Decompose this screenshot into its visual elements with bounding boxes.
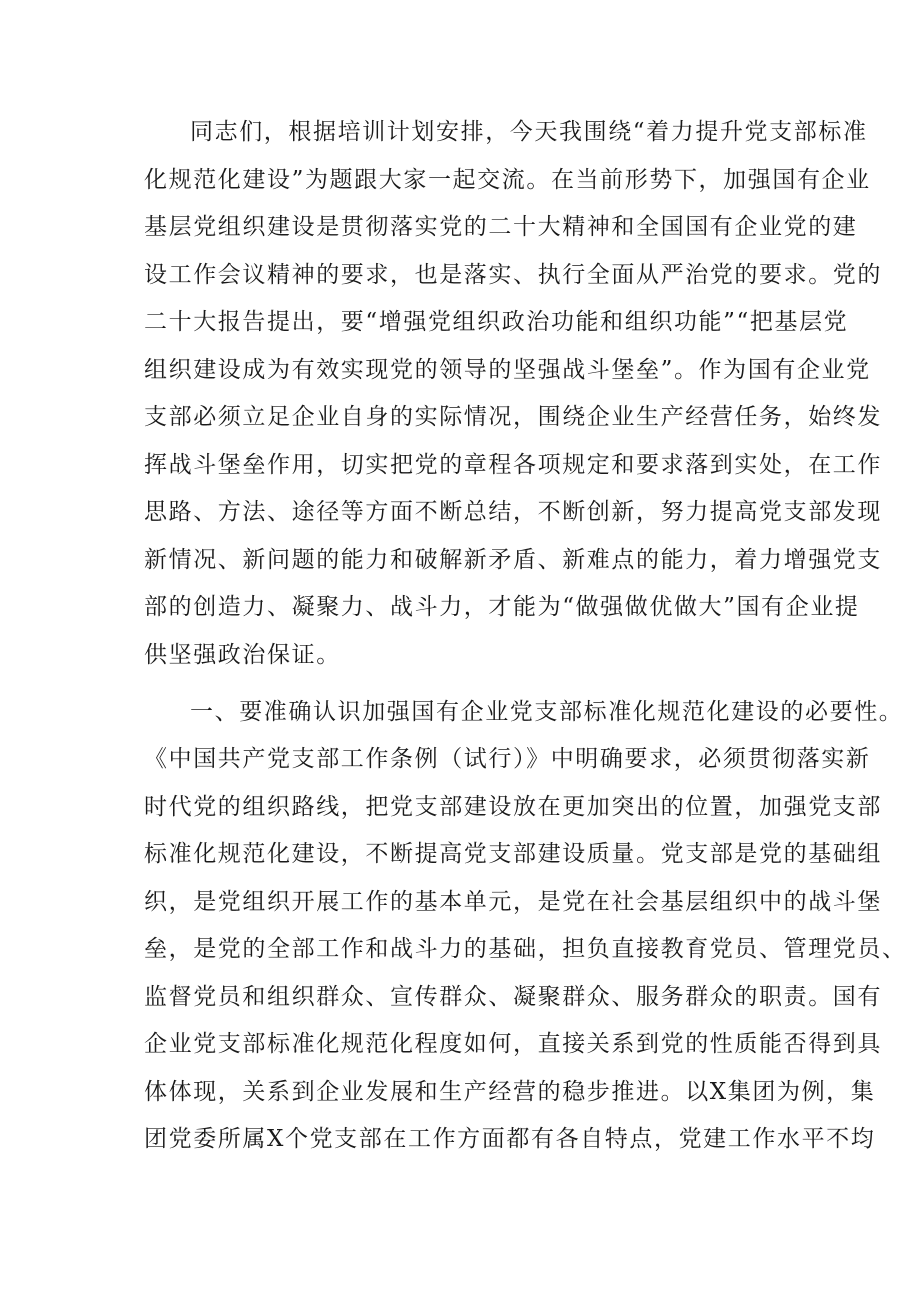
text-line: 设工作会议精神的要求，也是落实、执行全面从严治党的要求。党的: [144, 262, 882, 288]
text-line: 企业党支部标准化规范化程度如何，直接关系到党的性质能否得到具: [144, 1031, 882, 1057]
text-line: 同志们，根据培训计划安排，今天我围绕“着力提升党支部标准: [190, 119, 868, 145]
text-line: 标准化规范化建设，不断提高党支部建设质量。党支部是党的基础组: [144, 841, 882, 867]
text-line: 组织建设成为有效实现党的领导的坚强战斗堡垒”。作为国有企业党: [144, 357, 871, 383]
text-line: 部的创造力、凝聚力、战斗力，才能为“做强做优做大”国有企业提: [144, 594, 860, 620]
text-line: 监督党员和组织群众、宣传群众、凝聚群众、服务群众的职责。国有: [144, 984, 882, 1010]
text-line: 《中国共产党支部工作条例（试行）》中明确要求，必须贯彻落实新: [144, 746, 871, 772]
text-line: 二十大报告提出，要“增强党组织政治功能和组织功能”“把基层党: [144, 309, 849, 335]
text-line: 时代党的组织路线，把党支部建设放在更加突出的位置，加强党支部: [144, 794, 882, 820]
text-line: 化规范化建设”为题跟大家一起交流。在当前形势下，加强国有企业: [144, 167, 871, 193]
text-line: 供坚强政治保证。: [144, 642, 341, 668]
text-line: 团党委所属X个党支部在工作方面都有各自特点，党建工作水平不均: [144, 1126, 876, 1152]
text-line: 织，是党组织开展工作的基本单元，是党在社会基层组织中的战斗堡: [144, 889, 882, 915]
text-line: 基层党组织建设是贯彻落实党的二十大精神和全国国有企业党的建: [144, 214, 858, 240]
text-line: 挥战斗堡垒作用，切实把党的章程各项规定和要求落到实处，在工作: [144, 452, 882, 478]
section-heading-line: 一、要准确认识加强国有企业党支部标准化规范化建设的必要性。: [190, 699, 904, 725]
text-line: 垒，是党的全部工作和战斗力的基础，担负直接教育党员、管理党员、: [144, 936, 907, 962]
text-line: 体体现，关系到企业发展和生产经营的稳步推进。以X集团为例，集: [144, 1079, 876, 1105]
text-line: 新情况、新问题的能力和破解新矛盾、新难点的能力，着力增强党支: [144, 547, 882, 573]
text-line: 支部必须立足企业自身的实际情况，围绕企业生产经营任务，始终发: [144, 404, 882, 430]
text-line: 思路、方法、途径等方面不断总结，不断创新，努力提高党支部发现: [144, 499, 882, 525]
